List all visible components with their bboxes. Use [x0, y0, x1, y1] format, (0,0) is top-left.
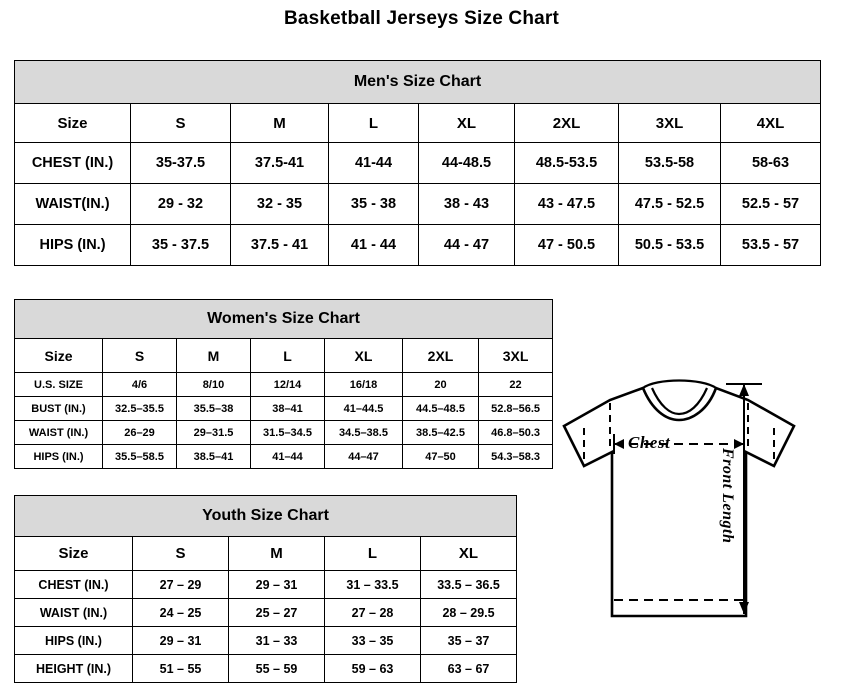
cell: 55 – 59 — [229, 655, 325, 683]
cell: 37.5-41 — [231, 143, 329, 184]
column-header: 3XL — [619, 104, 721, 143]
cell: 41–44 — [251, 445, 325, 469]
cell: 54.3–58.3 — [479, 445, 553, 469]
cell: 44-48.5 — [419, 143, 515, 184]
table-row — [15, 599, 517, 627]
row-label: HEIGHT (IN.) — [15, 655, 133, 683]
cell: 38 - 43 — [419, 184, 515, 225]
column-header: S — [131, 104, 231, 143]
cell: 29 – 31 — [229, 571, 325, 599]
column-header: M — [229, 537, 325, 571]
cell: 31.5–34.5 — [251, 421, 325, 445]
cell: 38.5–42.5 — [403, 421, 479, 445]
column-header: S — [133, 537, 229, 571]
row-label: HIPS (IN.) — [15, 627, 133, 655]
mens-header-row — [15, 104, 821, 143]
cell: 41–44.5 — [325, 397, 403, 421]
cell: 34.5–38.5 — [325, 421, 403, 445]
row-label: CHEST (IN.) — [15, 571, 133, 599]
cell: 35 – 37 — [421, 627, 517, 655]
mens-table-caption: Men's Size Chart — [15, 61, 821, 104]
cell: 29 - 32 — [131, 184, 231, 225]
womens-size-chart — [14, 299, 553, 469]
cell: 53.5-58 — [619, 143, 721, 184]
chest-measurement-label: Chest — [628, 433, 671, 452]
cell: 24 – 25 — [133, 599, 229, 627]
youth-header-row — [15, 537, 517, 571]
cell: 27 – 29 — [133, 571, 229, 599]
cell: 48.5-53.5 — [515, 143, 619, 184]
mens-size-table — [14, 60, 821, 266]
cell: 27 – 28 — [325, 599, 421, 627]
jersey-measurement-diagram — [540, 348, 840, 668]
row-label: HIPS (IN.) — [15, 225, 131, 266]
cell: 46.8–50.3 — [479, 421, 553, 445]
cell: 32 - 35 — [231, 184, 329, 225]
cell: 35 - 37.5 — [131, 225, 231, 266]
column-header: 4XL — [721, 104, 821, 143]
cell: 44 - 47 — [419, 225, 515, 266]
column-header: S — [103, 339, 177, 373]
cell: 4/6 — [103, 373, 177, 397]
column-header: L — [251, 339, 325, 373]
column-header: Size — [15, 339, 103, 373]
youth-size-table — [14, 495, 517, 683]
column-header: 2XL — [403, 339, 479, 373]
cell: 58-63 — [721, 143, 821, 184]
cell: 35.5–58.5 — [103, 445, 177, 469]
cell: 37.5 - 41 — [231, 225, 329, 266]
cell: 38.5–41 — [177, 445, 251, 469]
cell: 47.5 - 52.5 — [619, 184, 721, 225]
row-label: WAIST(IN.) — [15, 184, 131, 225]
column-header: XL — [419, 104, 515, 143]
cell: 35 - 38 — [329, 184, 419, 225]
column-header: Size — [15, 104, 131, 143]
womens-table-caption: Women's Size Chart — [15, 300, 553, 339]
cell: 44.5–48.5 — [403, 397, 479, 421]
mens-size-chart — [14, 60, 821, 266]
cell: 50.5 - 53.5 — [619, 225, 721, 266]
page-title: Basketball Jerseys Size Chart — [283, 8, 560, 29]
table-row — [15, 445, 553, 469]
cell: 31 – 33 — [229, 627, 325, 655]
cell: 41-44 — [329, 143, 419, 184]
cell: 20 — [403, 373, 479, 397]
cell: 44–47 — [325, 445, 403, 469]
youth-size-chart — [14, 495, 517, 683]
cell: 63 – 67 — [421, 655, 517, 683]
cell: 32.5–35.5 — [103, 397, 177, 421]
row-label: WAIST (IN.) — [15, 599, 133, 627]
cell: 29–31.5 — [177, 421, 251, 445]
cell: 31 – 33.5 — [325, 571, 421, 599]
column-header: XL — [421, 537, 517, 571]
column-header: L — [325, 537, 421, 571]
table-row — [15, 373, 553, 397]
cell: 22 — [479, 373, 553, 397]
table-row — [15, 225, 821, 266]
cell: 35-37.5 — [131, 143, 231, 184]
table-row — [15, 421, 553, 445]
cell: 16/18 — [325, 373, 403, 397]
cell: 33.5 – 36.5 — [421, 571, 517, 599]
cell: 52.5 - 57 — [721, 184, 821, 225]
cell: 52.8–56.5 — [479, 397, 553, 421]
youth-table-caption: Youth Size Chart — [15, 496, 517, 537]
column-header: L — [329, 104, 419, 143]
cell: 38–41 — [251, 397, 325, 421]
cell: 33 – 35 — [325, 627, 421, 655]
cell: 12/14 — [251, 373, 325, 397]
cell: 41 - 44 — [329, 225, 419, 266]
cell: 25 – 27 — [229, 599, 325, 627]
column-header: XL — [325, 339, 403, 373]
womens-header-row — [15, 339, 553, 373]
column-header: M — [231, 104, 329, 143]
cell: 53.5 - 57 — [721, 225, 821, 266]
cell: 26–29 — [103, 421, 177, 445]
table-row — [15, 143, 821, 184]
table-row — [15, 397, 553, 421]
front-length-measurement-label: Front Length — [719, 448, 736, 544]
jersey-outline-icon — [540, 348, 840, 648]
row-label: HIPS (IN.) — [15, 445, 103, 469]
cell: 29 – 31 — [133, 627, 229, 655]
cell: 43 - 47.5 — [515, 184, 619, 225]
table-row — [15, 655, 517, 683]
column-header: 2XL — [515, 104, 619, 143]
cell: 47 - 50.5 — [515, 225, 619, 266]
cell: 28 – 29.5 — [421, 599, 517, 627]
cell: 47–50 — [403, 445, 479, 469]
cell: 35.5–38 — [177, 397, 251, 421]
cell: 51 – 55 — [133, 655, 229, 683]
row-label: BUST (IN.) — [15, 397, 103, 421]
column-header: M — [177, 339, 251, 373]
cell: 8/10 — [177, 373, 251, 397]
cell: 59 – 63 — [325, 655, 421, 683]
row-label: U.S. SIZE — [15, 373, 103, 397]
womens-size-table — [14, 299, 553, 469]
table-row — [15, 627, 517, 655]
row-label: WAIST (IN.) — [15, 421, 103, 445]
table-row — [15, 571, 517, 599]
row-label: CHEST (IN.) — [15, 143, 131, 184]
column-header: Size — [15, 537, 133, 571]
column-header: 3XL — [479, 339, 553, 373]
table-row — [15, 184, 821, 225]
